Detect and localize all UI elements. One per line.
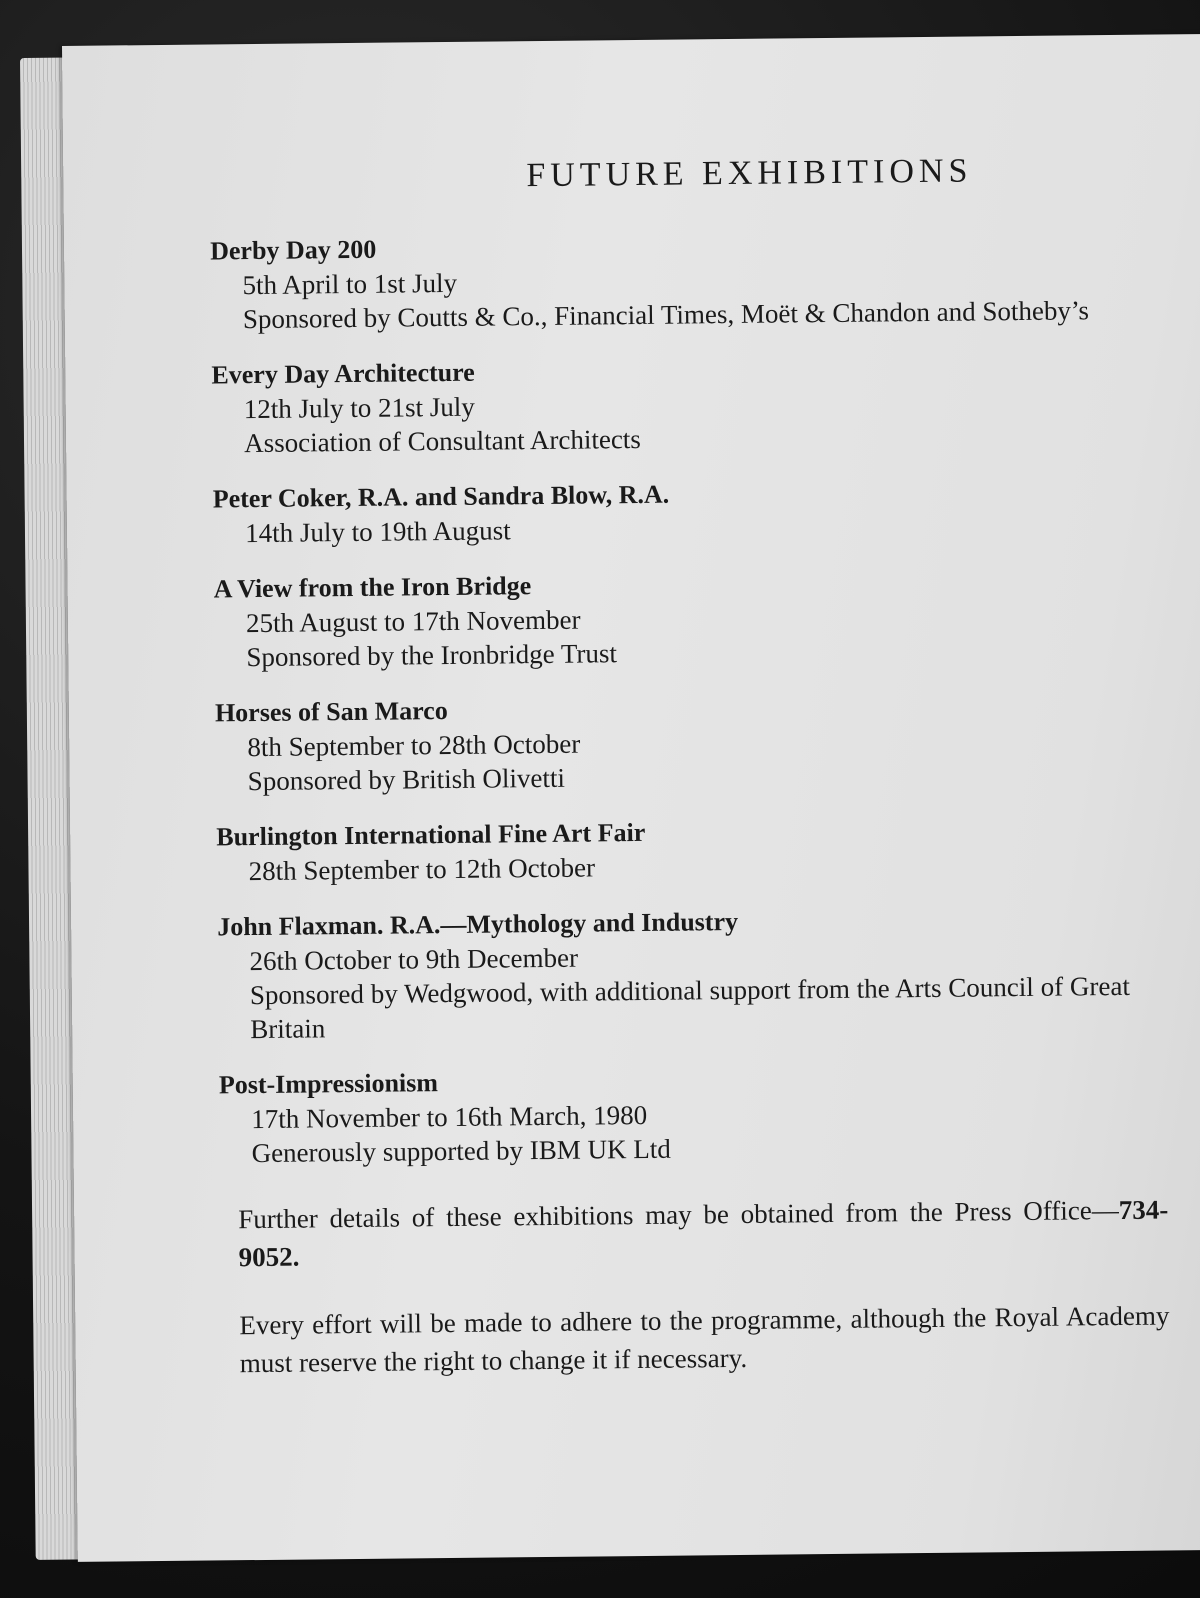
exhibition-sponsor: Sponsored by Wedgwood, with additional support from the Arts Council of Great Britain — [249, 970, 1131, 1045]
exhibition-entry-post-impressionism — [219, 1058, 1200, 1170]
exhibition-dates: 25th August to 17th November — [245, 604, 581, 639]
exhibition-name: A View from the Iron Bridge — [213, 571, 532, 604]
exhibition-dates: 8th September to 28th October — [247, 728, 581, 763]
exhibition-sponsor: Sponsored by Coutts & Co., Financial Times, Moët & Chandon and Sotheby’s — [242, 295, 1090, 335]
exhibition-entry-coker-blow — [213, 472, 1200, 550]
exhibition-name: Every Day Architecture — [211, 357, 475, 390]
exhibition-sponsor: Sponsored by British Olivetti — [247, 762, 566, 797]
exhibition-dates: 14th July to 19th August — [244, 515, 511, 549]
exhibition-entry-iron-bridge — [214, 562, 1200, 674]
exhibition-entry-burlington-fair — [216, 810, 1200, 888]
exhibition-name: Derby Day 200 — [210, 234, 377, 266]
further-details-text: Further details of these exhibitions may be obtained from the Press Office— — [238, 1194, 1119, 1235]
exhibition-name: Horses of San Marco — [214, 695, 448, 728]
exhibition-dates: 26th October to 9th December — [249, 942, 579, 977]
exhibition-entry-every-day-architecture — [211, 348, 1200, 460]
exhibition-name: John Flaxman. R.A.—Mythology and Industry — [217, 906, 739, 942]
exhibition-dates: 12th July to 21st July — [243, 391, 475, 425]
exhibition-entry-derby-day — [210, 224, 1200, 336]
book-page — [62, 34, 1200, 1562]
exhibition-sponsor: Sponsored by the Ironbridge Trust — [246, 638, 618, 673]
exhibition-dates: 28th September to 12th October — [248, 852, 596, 887]
page-title: FUTURE EXHIBITIONS — [526, 152, 973, 195]
exhibition-sponsor: Association of Consultant Architects — [244, 423, 642, 459]
page-content — [209, 150, 1200, 1382]
exhibition-entry-john-flaxman — [217, 900, 1200, 1046]
exhibition-name: Peter Coker, R.A. and Sandra Blow, R.A. — [212, 479, 670, 514]
exhibition-sponsor: Generously supported by IBM UK Ltd — [251, 1133, 671, 1169]
exhibition-dates: 5th April to 1st July — [242, 267, 458, 301]
further-details-note — [220, 1190, 1169, 1276]
exhibition-name: Burlington International Fine Art Fair — [216, 817, 646, 852]
exhibition-name: Post-Impressionism — [218, 1068, 439, 1100]
press-office-phone: 734-9052. — [238, 1194, 1169, 1273]
exhibition-entry-horses-san-marco — [215, 686, 1200, 798]
disclaimer-note: Every effort will be made to adhere to the programme, although the Royal Academy must reserve the right to change it if necessary. — [239, 1300, 1170, 1379]
exhibition-dates: 17th November to 16th March, 1980 — [251, 1099, 648, 1135]
